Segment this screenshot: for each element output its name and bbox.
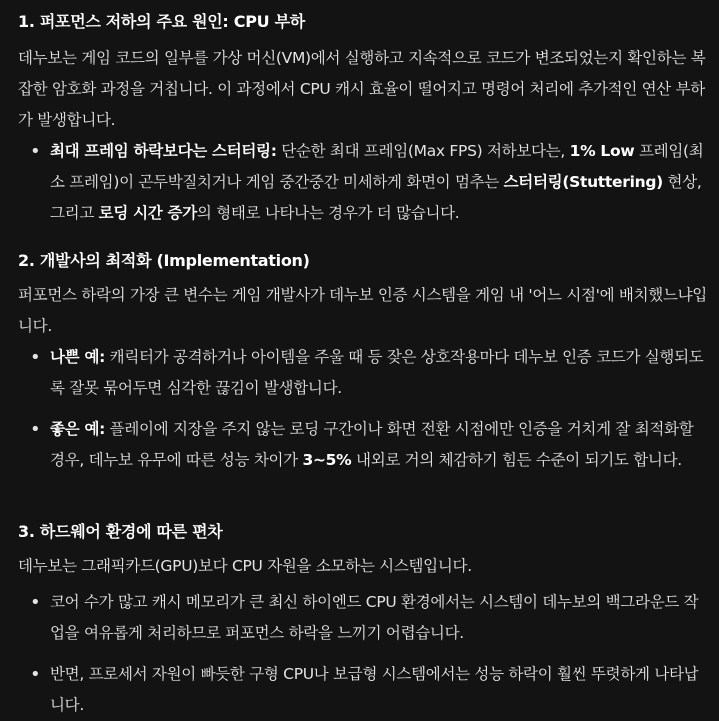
- bullet-text: 플레이에 지장을 주지 않는 로딩 구간이나 화면 전환 시점에만 인증을 거치게 잘 최적화할 경우, 데누보 유무에 따른 성능 차이가: [50, 420, 694, 469]
- bullet-text: 캐릭터가 공격하거나 아이템을 주울 때 등 잦은 상호작용마다 데누보 인증 코드가 실행되도록 잘못 묶어두면 심각한 끊김이 발생합니다.: [50, 348, 704, 397]
- bullet-bold: 로딩 시간 증가: [98, 204, 197, 222]
- bullet-text: 현상, 그리고: [50, 173, 702, 222]
- section-1-intro: 데누보는 게임 코드의 일부를 가상 머신(VM)에서 실행하고 지속적으로 코드가 변조되었는지 확인하는 복잡한 암호화 과정을 거칩니다. 이 과정에서 CPU 캐시 효율이 떨어지고 명령어 처리에 추가적인 연산 부하가 발생합니다.: [18, 49, 706, 129]
- bullet-stuttering: [0, 136, 705, 229]
- bullet-old-cpu: [0, 659, 705, 721]
- bullet-lead: 최대 프레임 하락보다는 스터터링:: [50, 142, 277, 160]
- section-2-intro: 퍼포먼스 하락의 가장 큰 변수는 게임 개발사가 데누보 인증 시스템을 게임 내 '어느 시점'에 배치했느냐입니다.: [18, 286, 707, 335]
- bullet-bad-example: [0, 342, 705, 404]
- section-2-heading: 2. 개발사의 최적화 (Implementation): [18, 251, 310, 270]
- bullet-text: 프레임(최소 프레임)이 곤두박질치거나 게임 중간중간 미세하게 화면이 멈추는: [50, 142, 704, 191]
- bullet-text: 내외로 거의 체감하기 힘든 수준이 되기도 합니다.: [351, 451, 682, 469]
- bullet-bold: 스터터링(Stuttering): [503, 173, 663, 191]
- section-3-intro: 데누보는 그래픽카드(GPU)보다 CPU 자원을 소모하는 시스템입니다.: [18, 557, 472, 575]
- bullet-text: 코어 수가 많고 캐시 메모리가 큰 최신 하이엔드 CPU 환경에서는 시스템이 데누보의 백그라운드 작업을 여유롭게 처리하므로 퍼포먼스 하락을 느끼기 어렵습니다.: [50, 593, 699, 642]
- bullet-bold: 3~5%: [302, 451, 352, 469]
- bullet-text: 의 형태로 나타나는 경우가 더 많습니다.: [196, 204, 460, 222]
- section-2-bullets: [0, 342, 719, 476]
- section-3-heading: 3. 하드웨어 환경에 따른 편차: [18, 522, 223, 541]
- bullet-lead: 나쁜 예:: [50, 348, 106, 366]
- bullet-text: 반면, 프로세서 자원이 빠듯한 구형 CPU나 보급형 시스템에서는 성능 하락이 훨씬 뚜렷하게 나타납니다.: [50, 665, 699, 714]
- bullet-bold: 1% Low: [569, 142, 635, 160]
- bullet-lead: 좋은 예:: [50, 420, 106, 438]
- section-1-bullets: [0, 136, 719, 229]
- section-1-heading: 1. 퍼포먼스 저하의 주요 원인: CPU 부하: [18, 12, 305, 31]
- bullet-good-example: [0, 414, 705, 476]
- bullet-text: 단순한 최대 프레임(Max FPS) 저하보다는,: [276, 142, 570, 160]
- section-3-bullets: [0, 587, 719, 721]
- bullet-highend-cpu: [0, 587, 705, 649]
